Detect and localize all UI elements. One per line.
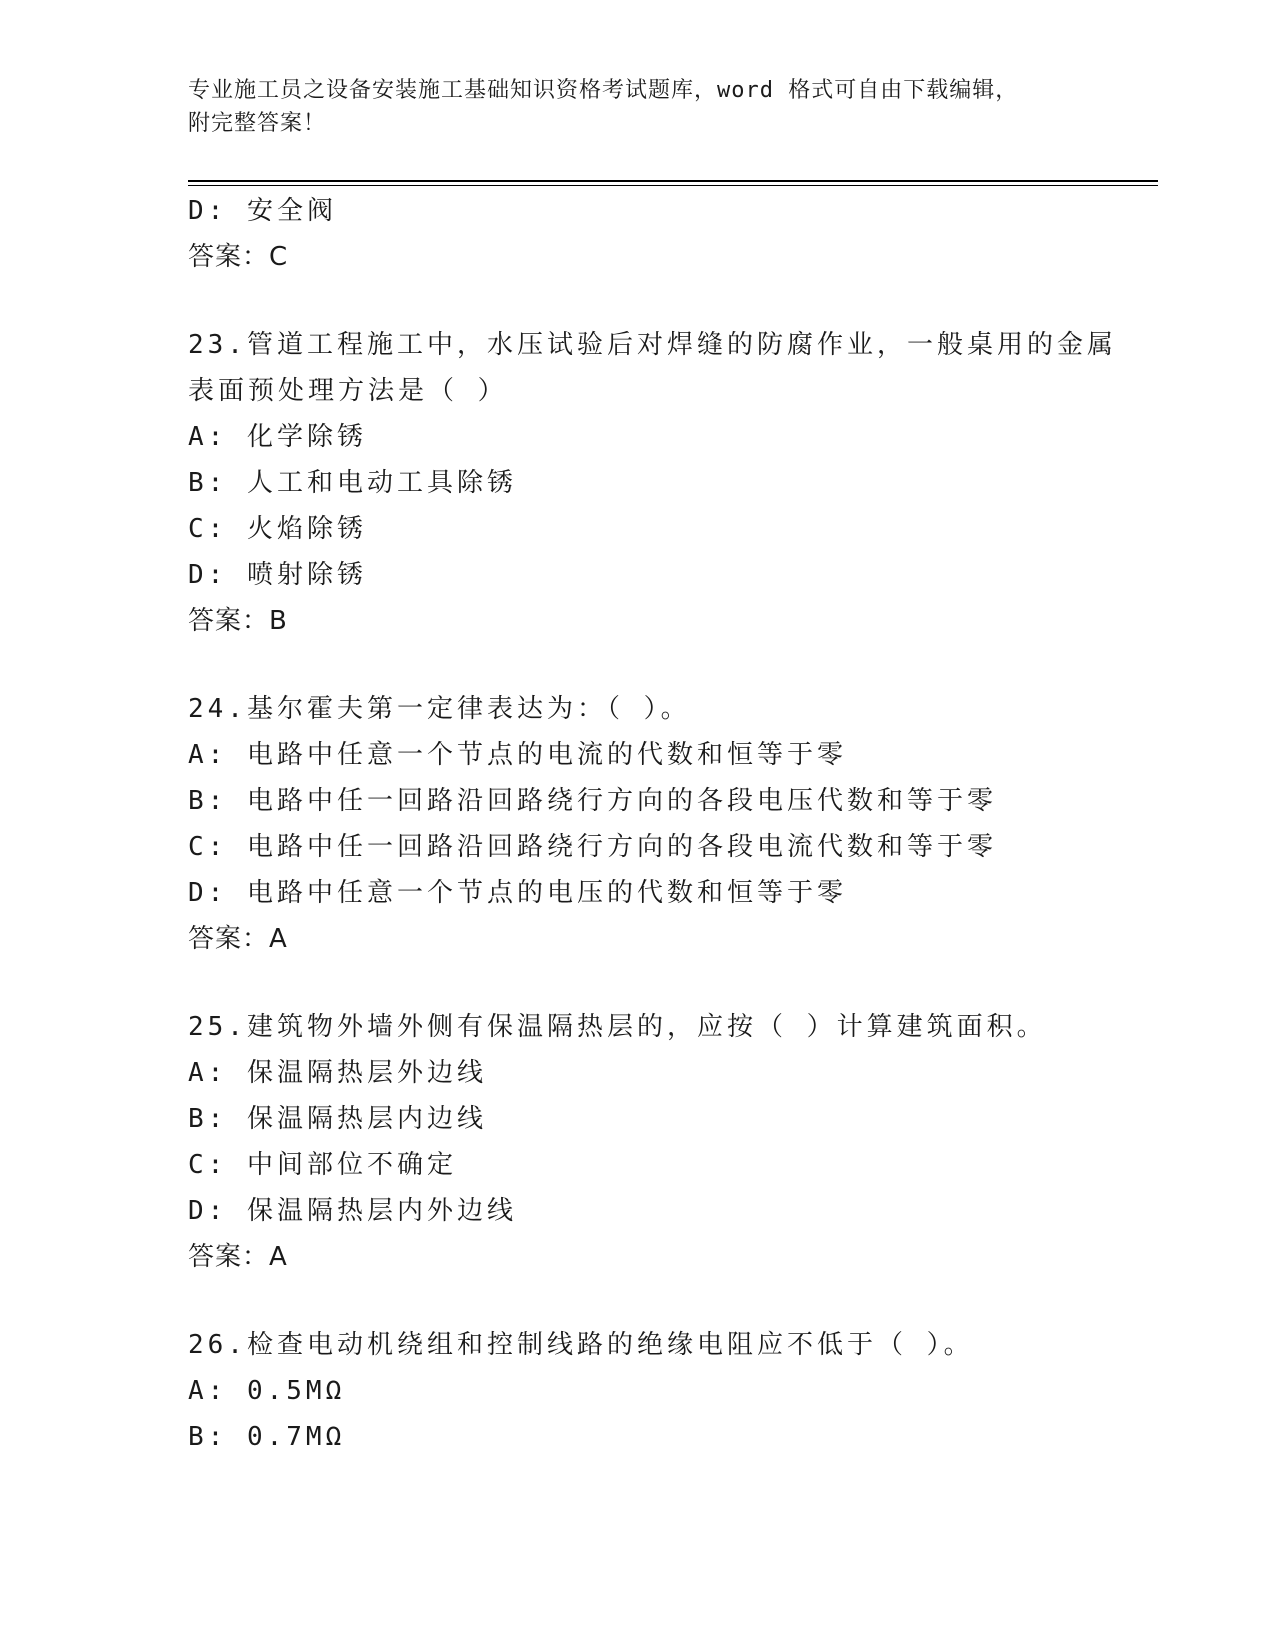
- answer: 答案：A: [188, 1242, 288, 1272]
- answer: 答案：B: [188, 606, 288, 636]
- option-c: C: 中间部位不确定: [188, 1150, 457, 1180]
- option-b: B: 保温隔热层内边线: [188, 1104, 487, 1134]
- answer: 答案：A: [188, 924, 288, 954]
- option-b: B: 0.7MΩ: [188, 1422, 346, 1452]
- question-26: [188, 1322, 1158, 1460]
- question-stem: 25.建筑物外墙外侧有保温隔热层的，应按（ ）计算建筑面积。: [188, 1012, 1047, 1042]
- answer: 答案：C: [188, 242, 289, 272]
- option-d: D: 保温隔热层内外边线: [188, 1196, 517, 1226]
- question-list: [188, 188, 1158, 1460]
- option-a: A: 化学除锈: [188, 422, 367, 452]
- question-23: [188, 322, 1158, 644]
- option-c: C: 火焰除锈: [188, 514, 367, 544]
- question-24: [188, 686, 1158, 962]
- option-d: D: 喷射除锈: [188, 560, 367, 590]
- option-a: A: 电路中任意一个节点的电流的代数和恒等于零: [188, 740, 847, 770]
- option-b: B: 人工和电动工具除锈: [188, 468, 517, 498]
- option-b: B: 电路中任一回路沿回路绕行方向的各段电压代数和等于零: [188, 786, 997, 816]
- option-c: C: 电路中任一回路沿回路绕行方向的各段电流代数和等于零: [188, 832, 997, 862]
- header-divider-thin: [188, 185, 1158, 186]
- question-stem: 26.检查电动机绕组和控制线路的绝缘电阻应不低于（ ）。: [188, 1330, 974, 1360]
- header-divider-thick: [188, 180, 1158, 182]
- question-stem: 23.管道工程施工中，水压试验后对焊缝的防腐作业，一般桌用的金属: [188, 330, 1117, 360]
- document-header: [188, 74, 1088, 140]
- question-25: [188, 1004, 1158, 1280]
- question-stem: 24.基尔霍夫第一定律表达为：（ ）。: [188, 694, 691, 724]
- option-d: D: 安全阀: [188, 196, 337, 226]
- header-line-2: 附完整答案！: [188, 111, 327, 136]
- header-line-1: 专业施工员之设备安装施工基础知识资格考试题库，word 格式可自由下载编辑，: [188, 78, 1019, 103]
- option-a: A: 0.5MΩ: [188, 1376, 346, 1406]
- option-d: D: 电路中任意一个节点的电压的代数和恒等于零: [188, 878, 847, 908]
- option-a: A: 保温隔热层外边线: [188, 1058, 487, 1088]
- question-stem-continued: 表面预处理方法是（ ）: [188, 376, 508, 406]
- question-22-tail: [188, 188, 1158, 280]
